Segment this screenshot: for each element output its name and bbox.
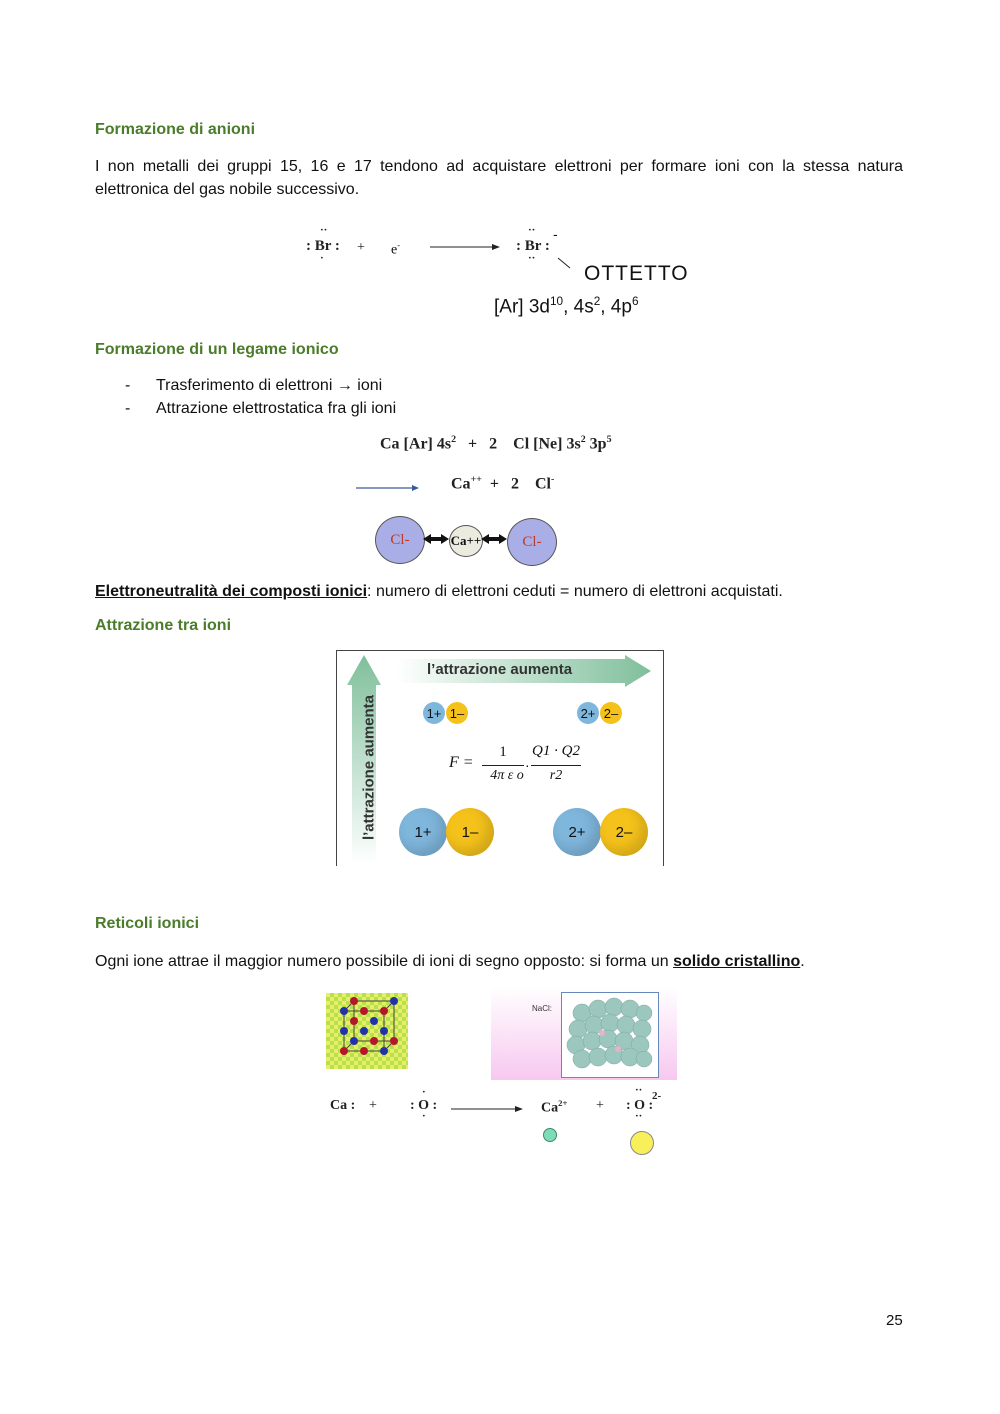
brm-dots-bottom: ·· xyxy=(528,252,536,264)
calcium-ion-sphere xyxy=(543,1128,557,1142)
bullet-1 xyxy=(125,374,130,397)
horizontal-arrow-label: l’attrazione aumenta xyxy=(427,661,573,678)
electroneutrality-definition: : numero di elettroni ceduti = numero di elettroni acquistati. xyxy=(367,583,783,600)
bullet-2 xyxy=(125,397,130,420)
bromide-ion: : Br : xyxy=(516,238,550,254)
small-cation-2: 2+ xyxy=(577,702,599,724)
reticoli-text: Ogni ione attrae il maggior numero possibile di ioni di segno opposto: si forma un xyxy=(95,953,674,970)
oxygen-dot-bottom: · xyxy=(422,1110,426,1122)
calcium-ion: Ca++ xyxy=(449,525,483,557)
electroneutrality-term: Elettroneutralità dei composti ionici xyxy=(95,583,368,600)
oxide-charge: 2- xyxy=(652,1090,662,1102)
multiply-dot: · xyxy=(525,757,530,773)
plus-sign: + xyxy=(357,240,365,255)
cao-equation xyxy=(326,1084,676,1160)
big-anion-1: 1– xyxy=(446,808,494,856)
brm-dots-top: ·· xyxy=(528,224,536,236)
ion-attraction-figure xyxy=(336,650,664,866)
big-cation-2: 2+ xyxy=(553,808,601,856)
big-anion-2: 2– xyxy=(600,808,648,856)
reaction-arrow xyxy=(430,242,500,252)
crystalline-solid-term: solido cristallino xyxy=(673,953,801,970)
small-cation-1: 1+ xyxy=(423,702,445,724)
calcium-chlorine-reactants: Ca [Ar] $4s^2 + 2$ Cl [Ne] $3s^2$ $3p^5$ xyxy=(380,434,612,453)
heading-legame-ionico: Formazione di un legame ionico xyxy=(95,341,339,358)
electroneutrality-statement xyxy=(95,580,783,603)
ionic-reaction-arrow xyxy=(356,482,420,494)
page-number: 25 xyxy=(886,1312,903,1329)
calcium-ion-formula: $Ca^{2+}$ xyxy=(541,1098,568,1116)
plus-sign-2: + xyxy=(596,1098,604,1113)
nacl-spheres xyxy=(562,993,658,1077)
big-cation-1: 1+ xyxy=(399,808,447,856)
oxide-dots-top: ·· xyxy=(635,1084,643,1096)
crystal-lattice-image xyxy=(326,993,408,1069)
paragraph-anioni: I non metalli dei gruppi 15, 16 e 17 tendono ad acquistare elettroni per formare ioni con la stessa natura elettronica del gas nobile successivo. xyxy=(95,158,903,198)
oxide-ion: : O : xyxy=(626,1098,654,1113)
octet-label: OTTETTO xyxy=(584,262,689,285)
calcium-chlorine-products: Ca++ + 2 Cl- xyxy=(451,474,555,493)
electron-symbol: e- xyxy=(391,240,401,258)
fraction-bar-1 xyxy=(482,765,524,766)
reticoli-period: . xyxy=(800,953,805,970)
cao-reaction-arrow xyxy=(451,1104,523,1114)
coulomb-numerator-2: Q1 · Q2 xyxy=(532,743,580,759)
electron-configuration: [Ar] $3d^{10}$, $4s^2$, $4p^6$ xyxy=(494,295,639,318)
plus-sign-1: + xyxy=(369,1098,377,1113)
chloride-ion-right: Cl- xyxy=(507,518,557,566)
heading-formazione-anioni: Formazione di anioni xyxy=(95,121,256,138)
vertical-arrow-label: l’attrazione aumenta xyxy=(360,694,378,841)
bond-arrow-left xyxy=(423,533,449,545)
oxide-ion-sphere xyxy=(630,1131,654,1155)
chloride-ion-left: Cl- xyxy=(375,516,425,564)
bullet-text-2: Attrazione elettrostatica fra gli ioni xyxy=(156,400,397,417)
br-atom: : Br : xyxy=(306,238,340,254)
heading-reticoli: Reticoli ionici xyxy=(95,915,200,932)
bromide-charge: - xyxy=(553,226,558,242)
coulomb-force-symbol: F = xyxy=(449,754,474,771)
oxygen-dot-top: · xyxy=(422,1086,426,1098)
bullet-dash: - xyxy=(125,400,131,417)
oxide-dots-bottom: ·· xyxy=(635,1110,643,1122)
oxygen-atom: : O : xyxy=(410,1098,438,1113)
paragraph-reticoli xyxy=(95,950,805,973)
nacl-frame xyxy=(561,992,659,1078)
small-anion-1: 1– xyxy=(446,702,468,724)
bond-arrow-right xyxy=(481,533,507,545)
nacl-label: NaCl: xyxy=(532,1004,553,1013)
calcium-atom: Ca : xyxy=(330,1098,356,1113)
bullet-text-1: Trasferimento di elettroni → ioni xyxy=(156,377,383,394)
bromide-equation xyxy=(300,222,700,322)
nacl-crystal-image xyxy=(491,987,677,1080)
coulomb-numerator-1: 1 xyxy=(499,744,507,760)
bullet-dash: - xyxy=(125,377,131,394)
heading-attrazione: Attrazione tra ioni xyxy=(95,617,232,634)
cacl2-ion-diagram xyxy=(373,515,563,570)
coulomb-denominator-1: 4π ε o xyxy=(490,768,524,783)
coulomb-denominator-2: r2 xyxy=(549,768,563,783)
small-anion-2: 2– xyxy=(600,702,622,724)
octet-pointer xyxy=(556,256,576,272)
fraction-bar-2 xyxy=(531,765,581,766)
br-dots-top: ·· xyxy=(320,224,328,236)
br-dot-bottom: · xyxy=(320,252,324,264)
